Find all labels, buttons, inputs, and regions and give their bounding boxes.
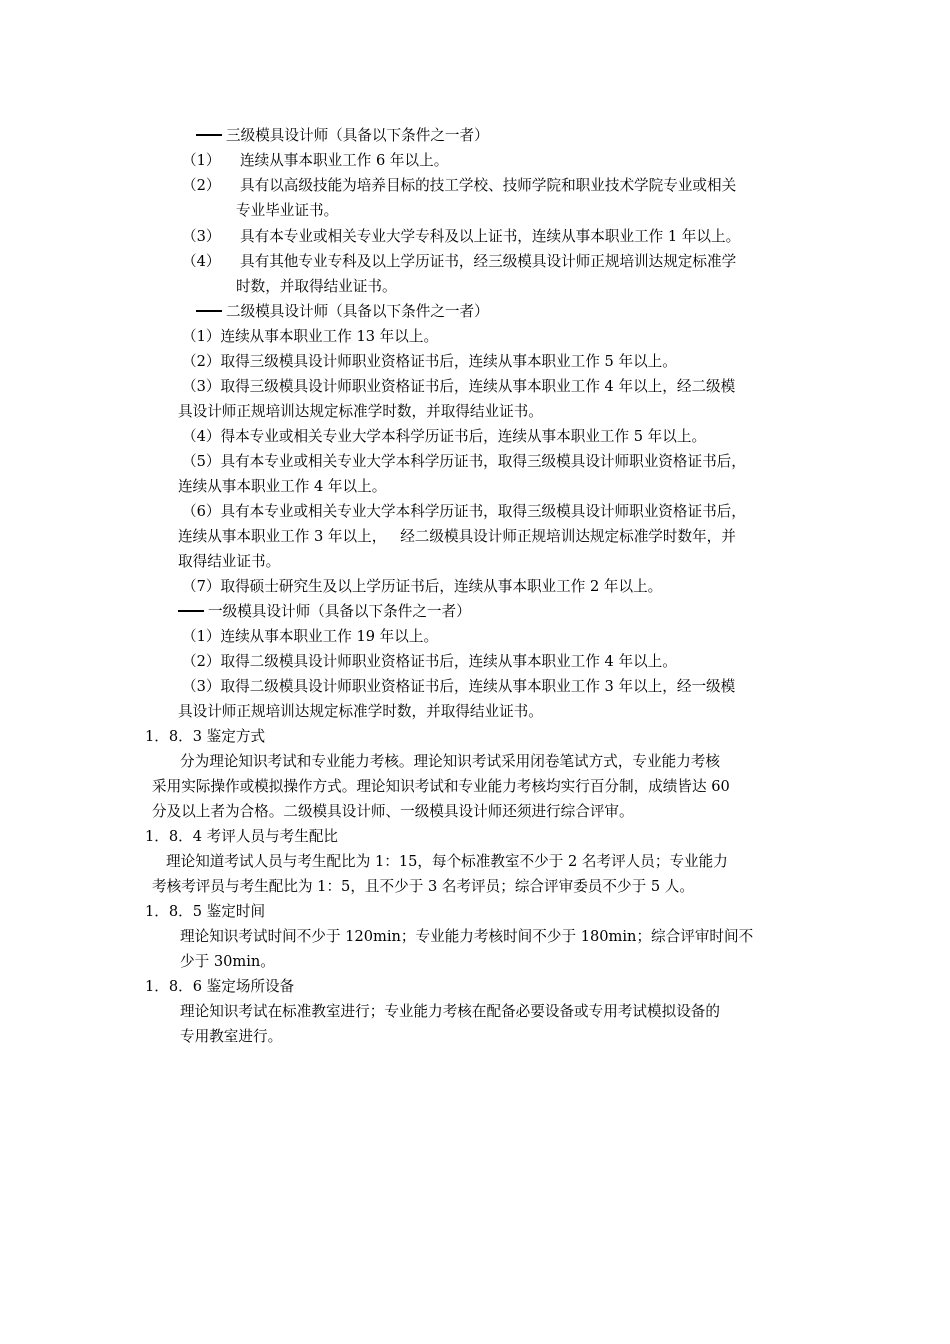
- text-line: 专用教室进行。: [180, 1028, 283, 1045]
- level1-heading: [178, 600, 471, 625]
- text-line: 采用实际操作或模拟操作方式。理论知识考试和专业能力考核均实行百分制，成绩皆达 60: [152, 778, 730, 795]
- item-number: （2）: [182, 177, 221, 194]
- level3-item-1: [182, 149, 448, 174]
- dash-mark: [196, 310, 222, 312]
- level2-line-4: [178, 400, 543, 425]
- text-line: 分为理论知识考试和专业能力考核。理论知识考试采用闭卷笔试方式，专业能力考核: [180, 753, 720, 770]
- level1-line-1: [182, 625, 438, 650]
- text-line: （3）取得二级模具设计师职业资格证书后，连续从事本职业工作 3 年以上，经一级模: [182, 678, 736, 695]
- level3-item-3: [182, 225, 740, 250]
- text-line: （2）取得三级模具设计师职业资格证书后，连续从事本职业工作 5 年以上。: [182, 353, 677, 370]
- section-1-8-3-line-2: [152, 775, 730, 800]
- text-line: 具设计师正规培训达规定标准学时数，并取得结业证书。: [178, 703, 543, 720]
- text-line: 理论知识考试时间不少于 120min；专业能力考核时间不少于 180min；综合评审时间不: [180, 928, 754, 945]
- text-line: （5）具有本专业或相关专业大学本科学历证书，取得三级模具设计师职业资格证书后，: [182, 453, 746, 470]
- text-line: （1）连续从事本职业工作 13 年以上。: [182, 328, 439, 345]
- level3-item-2-cont: [236, 199, 338, 224]
- text-line: 理论知道考试人员与考生配比为 1：15，每个标准教室不少于 2 名考评人员；专业能力: [166, 853, 728, 870]
- section-1-8-3-heading: [145, 725, 265, 750]
- text-line: 连续从事本职业工作 4 年以上。: [178, 478, 387, 495]
- level3-heading: [196, 124, 489, 149]
- item-text: 具有以高级技能为培养目标的技工学校、技师学院和职业技术学院专业或相关: [240, 177, 737, 194]
- level3-heading-text: 三级模具设计师（具备以下条件之一者）: [226, 127, 489, 144]
- item-number: （4）: [182, 253, 221, 270]
- section-heading: 1．8．5 鉴定时间: [145, 903, 266, 920]
- level3-item-4: [182, 250, 736, 275]
- level1-heading-text: 一级模具设计师（具备以下条件之一者）: [208, 603, 471, 620]
- section-heading: 1．8．6 鉴定场所设备: [145, 978, 295, 995]
- level2-line-5: [182, 425, 706, 450]
- level2-heading: [196, 300, 489, 325]
- item-text: 专业毕业证书。: [236, 202, 339, 219]
- level2-line-7: [178, 475, 386, 500]
- section-1-8-3-line-1: [180, 750, 720, 775]
- text-line: 考核考评员与考生配比为 1：5，且不少于 3 名考评员；综合评审委员不少于 5 人。: [152, 878, 694, 895]
- level1-line-3: [182, 675, 735, 700]
- level1-line-4: [178, 700, 543, 725]
- level2-heading-text: 二级模具设计师（具备以下条件之一者）: [226, 303, 489, 320]
- level3-item-4-cont: [236, 275, 397, 300]
- section-heading: 1．8．4 考评人员与考生配比: [145, 828, 339, 845]
- section-1-8-3-line-3: [152, 800, 634, 825]
- text-line: 分及以上者为合格。二级模具设计师、一级模具设计师还须进行综合评审。: [152, 803, 634, 820]
- item-text: 连续从事本职业工作 6 年以上。: [240, 152, 449, 169]
- item-number: （1）: [182, 152, 221, 169]
- section-heading: 1．8．3 鉴定方式: [145, 728, 266, 745]
- section-1-8-5-line-1: [180, 925, 753, 950]
- level2-line-2: [182, 350, 677, 375]
- level2-line-6: [182, 450, 746, 475]
- text-line: 取得结业证书。: [178, 553, 281, 570]
- section-1-8-5-heading: [145, 900, 265, 925]
- section-1-8-6-heading: [145, 975, 294, 1000]
- level3-item-2: [182, 174, 736, 199]
- text-line: 少于 30min。: [180, 953, 275, 970]
- level2-line-11: [182, 575, 662, 600]
- level2-line-8: [182, 500, 746, 525]
- section-1-8-6-line-2: [180, 1025, 282, 1050]
- text-line: （1）连续从事本职业工作 19 年以上。: [182, 628, 439, 645]
- item-number: （3）: [182, 228, 221, 245]
- item-text: 具有本专业或相关专业大学专科及以上证书，连续从事本职业工作 1 年以上。: [240, 228, 741, 245]
- text-line: 连续从事本职业工作 3 年以上， 经二级模具设计师正规培训达规定标准学时数年，并: [178, 528, 736, 545]
- text-line: 理论知识考试在标准教室进行；专业能力考核在配备必要设备或专用考试模拟设备的: [180, 1003, 720, 1020]
- section-1-8-6-line-1: [180, 1000, 720, 1025]
- level1-line-2: [182, 650, 677, 675]
- section-1-8-4-line-2: [152, 875, 694, 900]
- item-text: 具有其他专业专科及以上学历证书，经三级模具设计师正规培训达规定标准学: [240, 253, 737, 270]
- level2-line-1: [182, 325, 438, 350]
- section-1-8-4-heading: [145, 825, 338, 850]
- level2-line-10: [178, 550, 280, 575]
- section-1-8-4-line-1: [166, 850, 728, 875]
- text-line: （3）取得三级模具设计师职业资格证书后，连续从事本职业工作 4 年以上，经二级模: [182, 378, 736, 395]
- section-1-8-5-line-2: [180, 950, 275, 975]
- text-line: 具设计师正规培训达规定标准学时数，并取得结业证书。: [178, 403, 543, 420]
- text-line: （6）具有本专业或相关专业大学本科学历证书，取得三级模具设计师职业资格证书后，: [182, 503, 746, 520]
- level2-line-3: [182, 375, 735, 400]
- text-line: （7）取得硕士研究生及以上学历证书后，连续从事本职业工作 2 年以上。: [182, 578, 663, 595]
- item-text: 时数，并取得结业证书。: [236, 278, 397, 295]
- dash-mark: [178, 610, 204, 612]
- dash-mark: [196, 134, 222, 136]
- level2-line-9: [178, 525, 736, 550]
- text-line: （4）得本专业或相关专业大学本科学历证书后，连续从事本职业工作 5 年以上。: [182, 428, 707, 445]
- text-line: （2）取得二级模具设计师职业资格证书后，连续从事本职业工作 4 年以上。: [182, 653, 677, 670]
